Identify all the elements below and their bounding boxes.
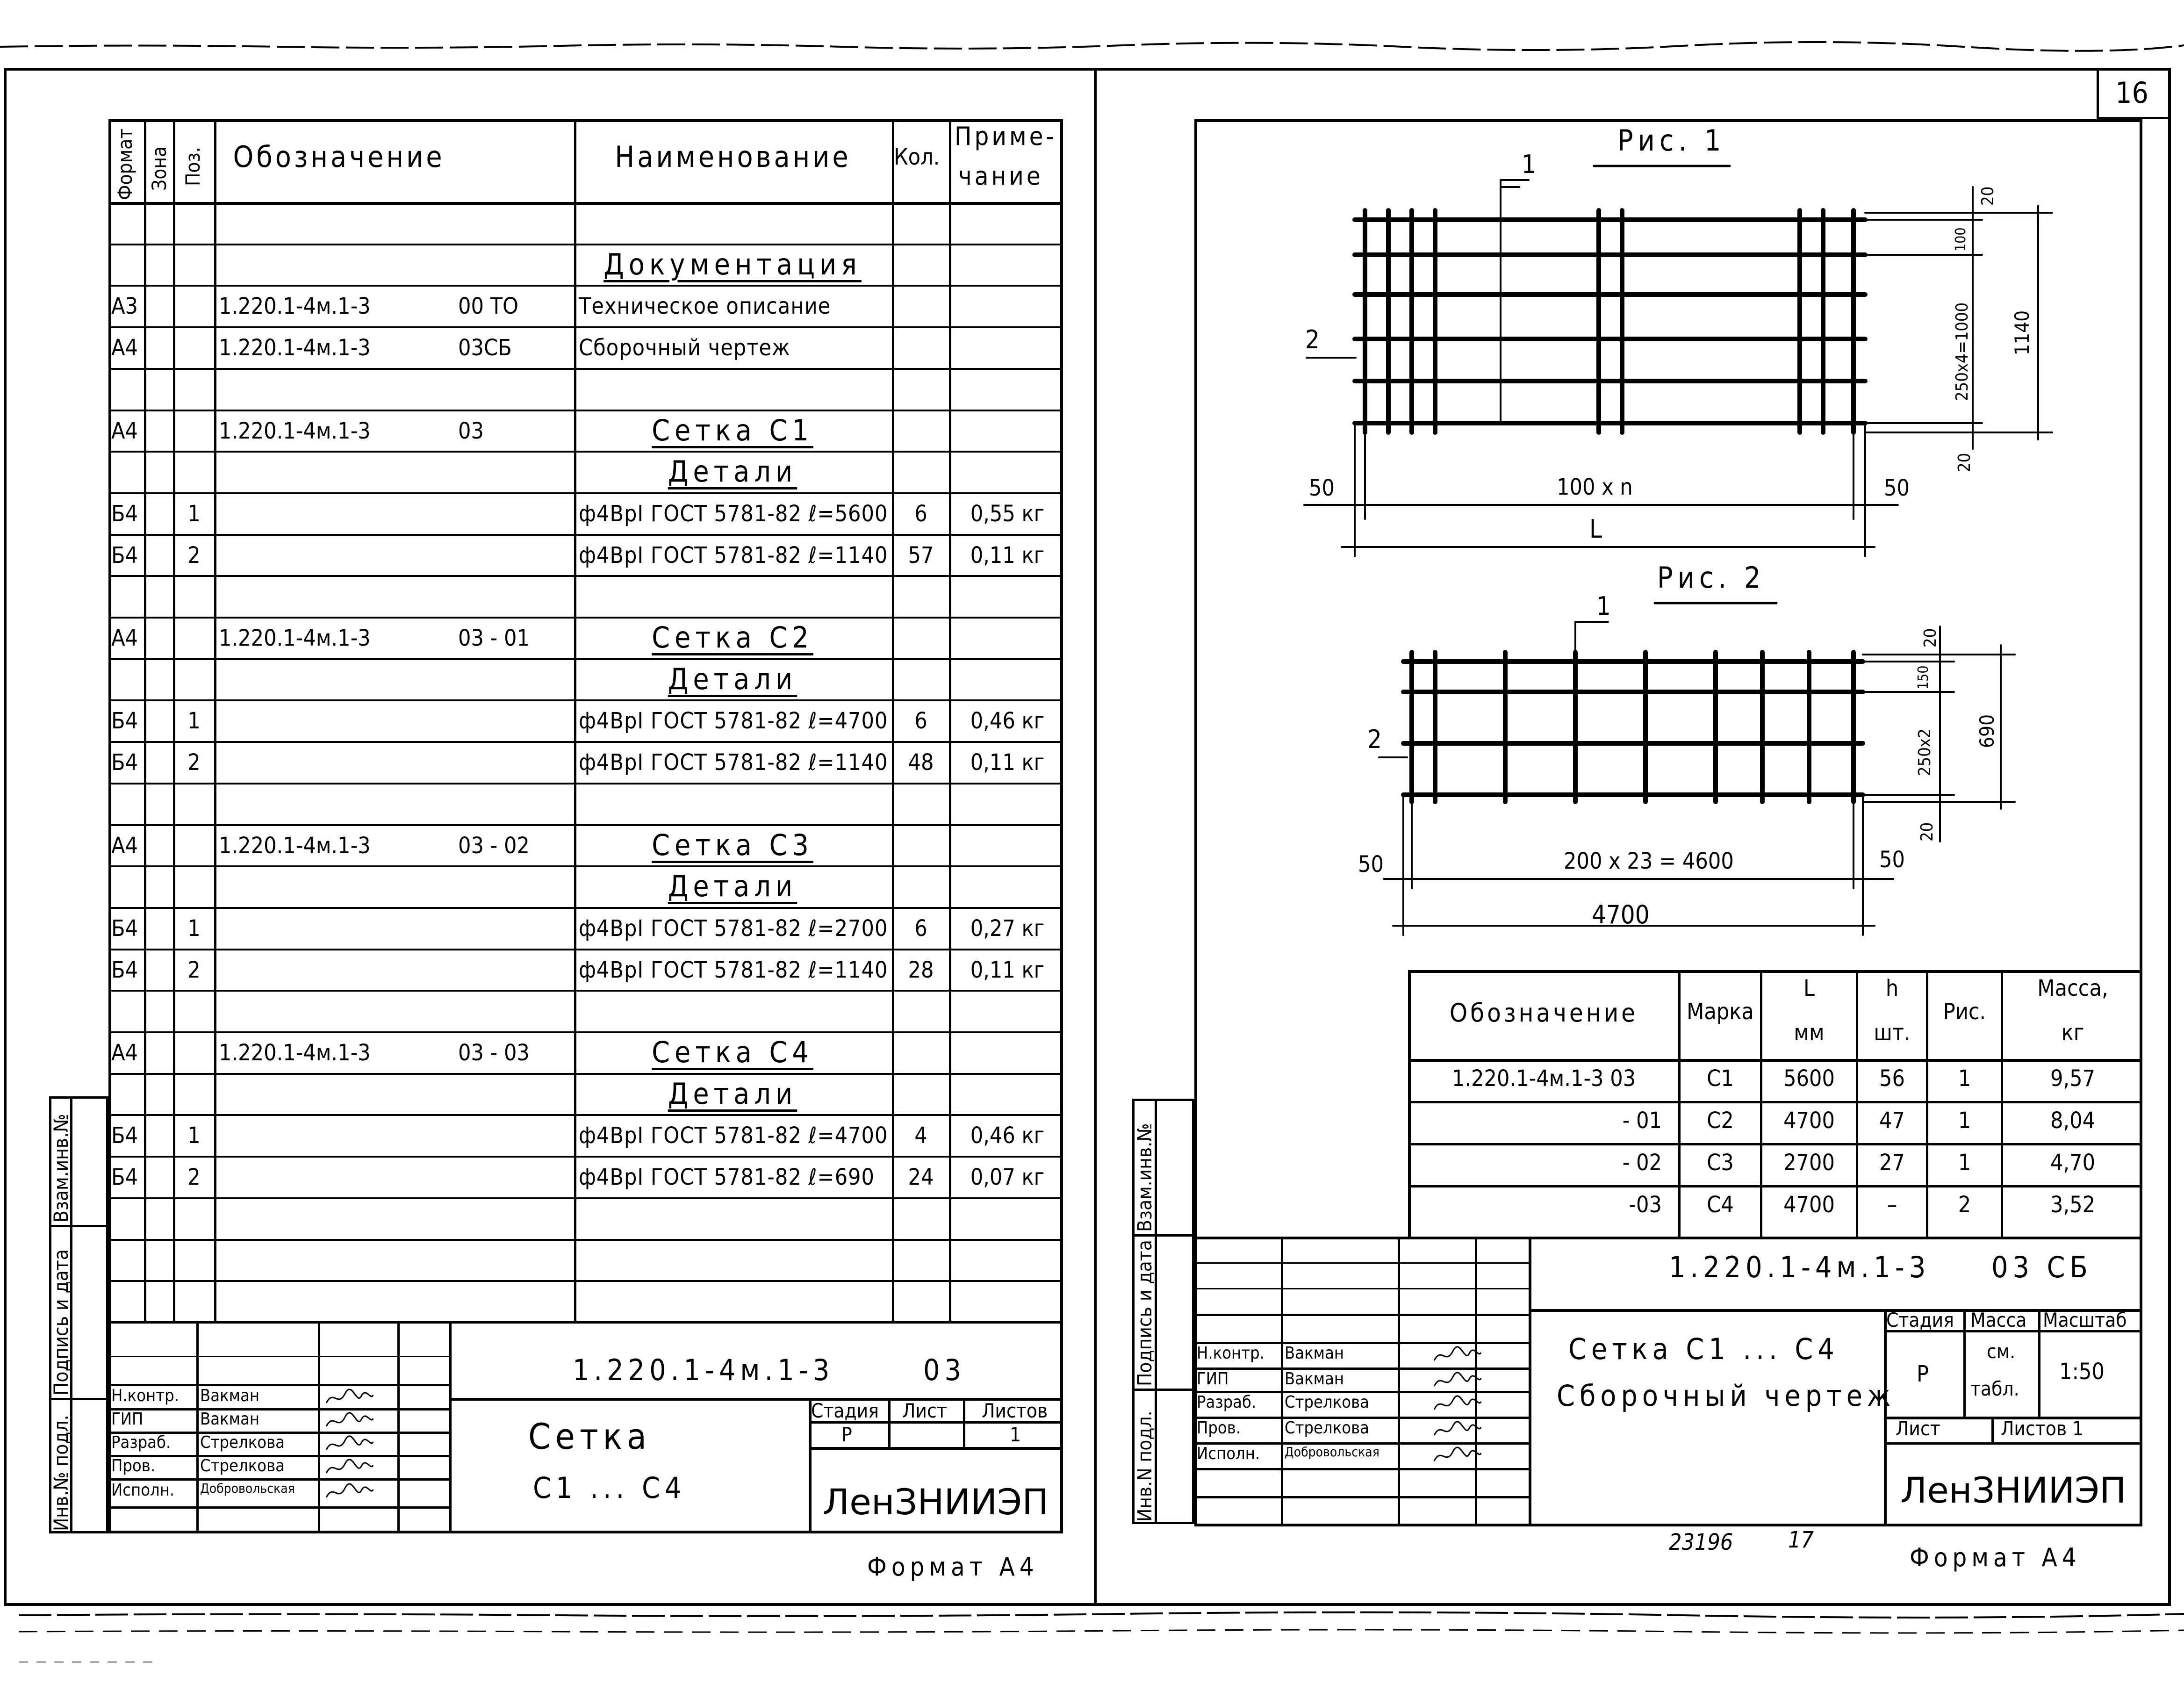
row-name: Документация xyxy=(603,247,862,281)
right-titleblock-line xyxy=(1884,1442,2142,1445)
signature-scribble xyxy=(324,1457,375,1480)
titleblock-line xyxy=(196,1321,199,1533)
row-format: А4 xyxy=(111,335,138,361)
right-org: ЛенЗНИИЭП xyxy=(1900,1469,2127,1511)
left-sheets-label: Листов xyxy=(982,1399,1048,1422)
marks-cell: 47 xyxy=(1879,1108,1905,1134)
row-line xyxy=(108,865,1063,867)
marks-cell: 27 xyxy=(1879,1150,1905,1176)
row-name: Сетка С1 xyxy=(652,413,813,447)
fig2-callout-2: 2 xyxy=(1367,725,1382,754)
marks-cell: -03 xyxy=(1629,1192,1662,1218)
row-note: 0,11 кг xyxy=(970,749,1045,776)
row-code: 03 xyxy=(458,418,484,444)
marks-cell: 4,70 xyxy=(2050,1150,2096,1176)
signer-name: Вакман xyxy=(1285,1344,1344,1363)
marks-header: L xyxy=(1803,975,1815,1001)
marks-cell: 5600 xyxy=(1783,1065,1835,1092)
titleblock-line xyxy=(108,1408,449,1411)
fig2-dim-left: 50 xyxy=(1358,851,1384,878)
row-name: Детали xyxy=(668,1077,797,1111)
side-label-sign-date: Подпись и дата xyxy=(50,1249,72,1396)
row-name: ф4ВрI ГОСТ 5781-82 ℓ=2700 xyxy=(579,915,888,942)
left-doc-suffix: 03 xyxy=(923,1353,966,1387)
left-sheet-label: Лист xyxy=(902,1399,947,1422)
marks-header: Масса, xyxy=(2037,975,2108,1001)
marks-cell: 4700 xyxy=(1783,1192,1835,1218)
row-format: А4 xyxy=(111,418,138,444)
fig2-dim-150: 150 xyxy=(1915,665,1932,690)
signature-scribble xyxy=(1432,1370,1483,1393)
row-format: Б4 xyxy=(111,542,138,569)
row-line xyxy=(108,492,1063,494)
marks-cell: 1 xyxy=(1958,1150,1971,1176)
side-label-inv-orig: Инв.№ подл. xyxy=(50,1415,72,1531)
left-format-label: Формат А4 xyxy=(867,1552,1039,1582)
signer-name: Добровольская xyxy=(200,1481,295,1496)
row-designation: 1.220.1-4м.1-3 xyxy=(219,625,371,651)
row-name: ф4ВрI ГОСТ 5781-82 ℓ=690 xyxy=(579,1164,875,1190)
row-line xyxy=(108,907,1063,909)
marks-cell: С4 xyxy=(1707,1192,1734,1218)
col-line xyxy=(949,119,951,1321)
fig2-dim-span: 200 x 23 = 4600 xyxy=(1564,848,1734,874)
col-header-pos: Поз. xyxy=(181,147,204,186)
row-line xyxy=(108,575,1063,577)
header-line xyxy=(108,202,1063,205)
side-stamp-line xyxy=(49,1225,108,1227)
signer-role: ГИП xyxy=(1197,1369,1229,1389)
col-header-zone: Зона xyxy=(148,146,171,191)
titleblock-line xyxy=(963,1398,965,1447)
right-scale-label: Масштаб xyxy=(2043,1309,2127,1331)
right-titleblock-line xyxy=(1529,1237,1531,1526)
fig1-dim-total: 1140 xyxy=(2011,310,2033,355)
fig1-dim-mid: 250x4=1000 xyxy=(1953,302,1972,401)
left-title-line1: Сетка xyxy=(528,1416,651,1457)
row-format: Б4 xyxy=(111,708,138,734)
signer-role: Н.контр. xyxy=(111,1386,179,1405)
row-code: 00 ТО xyxy=(458,293,518,319)
fig1-callout-1: 1 xyxy=(1522,150,1536,179)
signer-role: ГИП xyxy=(111,1410,144,1429)
signature-scribble xyxy=(1432,1393,1483,1417)
titleblock-line xyxy=(318,1321,320,1533)
right-titleblock-line xyxy=(1194,1288,1529,1289)
side-stamp-line xyxy=(49,1398,108,1400)
row-note: 0,46 кг xyxy=(970,1123,1045,1149)
fig2-dim-mid: 250x2 xyxy=(1915,728,1934,776)
marks-cell: 3,52 xyxy=(2050,1192,2096,1218)
marks-subheader: шт. xyxy=(1874,1020,1911,1046)
row-qty: 24 xyxy=(908,1164,934,1190)
side-label-replace-inv: Взам.инв.№ xyxy=(50,1114,72,1223)
row-pos: 1 xyxy=(187,708,201,734)
row-line xyxy=(108,617,1063,619)
col-header-format: Формат xyxy=(114,128,136,200)
right-title-line2: Сборочный чертеж xyxy=(1557,1379,1896,1413)
marks-cell: С1 xyxy=(1707,1065,1734,1092)
row-name: Сборочный чертеж xyxy=(579,335,790,361)
row-qty: 6 xyxy=(914,708,927,734)
col-line xyxy=(144,119,146,1321)
row-line xyxy=(108,1239,1063,1241)
right-titleblock-line xyxy=(1194,1468,1529,1470)
signer-name: Стрелкова xyxy=(200,1456,285,1475)
row-qty: 6 xyxy=(914,501,927,527)
fig1-dim-L: L xyxy=(1589,514,1602,544)
row-line xyxy=(108,990,1063,992)
row-designation: 1.220.1-4м.1-3 xyxy=(219,833,371,859)
right-titleblock-line xyxy=(1194,1314,1529,1316)
row-designation: 1.220.1-4м.1-3 xyxy=(219,293,371,319)
row-pos: 1 xyxy=(187,915,201,942)
right-stage-label: Стадия xyxy=(1886,1309,1954,1331)
signature-scribble xyxy=(1432,1445,1483,1468)
row-format: Б4 xyxy=(111,501,138,527)
marks-cell: С3 xyxy=(1707,1150,1734,1176)
row-name: ф4ВрI ГОСТ 5781-82 ℓ=5600 xyxy=(579,501,888,527)
marks-cell: С2 xyxy=(1707,1108,1734,1134)
row-note: 0,55 кг xyxy=(970,501,1045,527)
titleblock-line xyxy=(397,1321,400,1533)
col-header-name: Наименование xyxy=(615,140,851,174)
marks-cell: 1 xyxy=(1958,1065,1971,1092)
row-pos: 1 xyxy=(187,1123,201,1149)
sheet-divider xyxy=(1094,68,1097,1606)
right-format-label: Формат А4 xyxy=(1910,1543,2081,1572)
signer-role: Н.контр. xyxy=(1197,1344,1264,1363)
signer-role: Пров. xyxy=(1197,1418,1241,1438)
page-number: 16 xyxy=(2115,76,2148,110)
marks-cell: 2700 xyxy=(1783,1150,1835,1176)
fig1-dim-top: 20 xyxy=(1978,186,1997,206)
row-pos: 2 xyxy=(187,542,201,569)
fig2-dim-bottom: 20 xyxy=(1918,822,1937,842)
signature-scribble xyxy=(1432,1419,1483,1442)
row-line xyxy=(108,1114,1063,1116)
right-mass-value-1: см. xyxy=(1987,1340,2016,1363)
right-doc-suffix: 03 СБ xyxy=(1991,1250,2092,1284)
col-header-note-1: Приме- xyxy=(955,122,1057,151)
row-format: Б4 xyxy=(111,1123,138,1149)
signature-scribble xyxy=(324,1433,375,1457)
row-name: ф4ВрI ГОСТ 5781-82 ℓ=4700 xyxy=(579,708,888,734)
row-name: Техническое описание xyxy=(579,293,831,319)
titleblock-line xyxy=(449,1398,1063,1401)
row-pos: 2 xyxy=(187,957,201,983)
marks-subheader: мм xyxy=(1794,1020,1825,1046)
row-note: 0,27 кг xyxy=(970,915,1045,942)
signer-role: Исполн. xyxy=(1197,1444,1260,1463)
row-line xyxy=(108,699,1063,701)
left-stage-label: Стадия xyxy=(811,1399,879,1422)
row-pos: 1 xyxy=(187,501,201,527)
signer-name: Добровольская xyxy=(1285,1444,1379,1460)
row-name: ф4ВрI ГОСТ 5781-82 ℓ=1140 xyxy=(579,749,888,776)
row-name: ф4ВрI ГОСТ 5781-82 ℓ=1140 xyxy=(579,542,888,569)
marks-cell: 9,57 xyxy=(2050,1065,2096,1092)
row-designation: 1.220.1-4м.1-3 xyxy=(219,418,371,444)
right-sheet-label: Лист xyxy=(1896,1417,1940,1440)
bottom-number-2: 17 xyxy=(1788,1527,1814,1553)
signer-role: Исполн. xyxy=(111,1481,175,1500)
left-org: ЛенЗНИИЭП xyxy=(823,1481,1049,1523)
row-line xyxy=(108,949,1063,950)
right-sheets-label: Листов 1 xyxy=(2001,1417,2084,1440)
row-line xyxy=(108,783,1063,784)
titleblock-top-line xyxy=(108,1321,1063,1324)
row-name: ф4ВрI ГОСТ 5781-82 ℓ=1140 xyxy=(579,957,888,983)
fig2-title: Рис. 2 xyxy=(1657,561,1766,595)
titleblock-line xyxy=(888,1398,891,1447)
right-side-label-replace-inv: Взам.инв.№ xyxy=(1133,1123,1156,1232)
marks-cell: 2 xyxy=(1958,1192,1971,1218)
marks-header: Марка xyxy=(1687,999,1754,1025)
fig2-callout-1: 1 xyxy=(1596,591,1611,621)
marks-table-line xyxy=(1408,1101,2142,1103)
row-format: Б4 xyxy=(111,915,138,942)
right-titleblock-line xyxy=(1398,1237,1400,1526)
signature-scribble xyxy=(324,1410,375,1433)
right-titleblock-line xyxy=(1991,1417,1994,1442)
row-name: Сетка С4 xyxy=(652,1035,813,1069)
marks-cell: 1 xyxy=(1958,1108,1971,1134)
left-sheets-value: 1 xyxy=(1010,1423,1021,1446)
row-line xyxy=(108,410,1063,411)
right-side-label-sign-date: Подпись и дата xyxy=(1133,1240,1156,1386)
row-name: Детали xyxy=(668,662,797,696)
right-side-stamp-line xyxy=(1132,1389,1194,1391)
row-line xyxy=(108,534,1063,536)
row-name: Сетка С3 xyxy=(652,828,813,862)
marks-cell: - 02 xyxy=(1622,1150,1662,1176)
titleblock-line xyxy=(108,1356,449,1357)
marks-table-line xyxy=(1408,1185,2142,1187)
row-qty: 6 xyxy=(914,915,927,942)
row-code: 03 - 03 xyxy=(458,1040,530,1066)
signer-role: Разраб. xyxy=(111,1433,171,1452)
row-format: Б4 xyxy=(111,749,138,776)
row-pos: 2 xyxy=(187,1164,201,1190)
right-titleblock-line xyxy=(2038,1309,2040,1417)
row-format: А4 xyxy=(111,625,138,651)
right-side-label-inv-orig: Инв.N подл. xyxy=(1133,1411,1156,1522)
marks-cell: - 01 xyxy=(1622,1108,1662,1134)
row-name: ф4ВрI ГОСТ 5781-82 ℓ=4700 xyxy=(579,1123,888,1149)
col-header-qty: Кол. xyxy=(894,144,940,170)
row-designation: 1.220.1-4м.1-3 xyxy=(219,1040,371,1066)
fig1-dim-right: 50 xyxy=(1884,475,1910,501)
col-line xyxy=(173,119,175,1321)
row-line xyxy=(108,285,1063,287)
fig1-callout-2: 2 xyxy=(1305,325,1320,354)
row-line xyxy=(108,824,1063,826)
signer-name: Стрелкова xyxy=(200,1433,285,1452)
marks-subheader: кг xyxy=(2061,1020,2084,1046)
fig2-dim-top: 20 xyxy=(1921,628,1940,648)
left-doc-code: 1.220.1-4м.1-3 xyxy=(573,1353,834,1387)
signer-role: Разраб. xyxy=(1197,1393,1257,1412)
row-qty: 48 xyxy=(908,749,934,776)
row-line xyxy=(108,1156,1063,1158)
row-line xyxy=(108,451,1063,453)
marks-header: Рис. xyxy=(1943,999,1986,1025)
marks-header: h xyxy=(1885,975,1899,1001)
row-designation: 1.220.1-4м.1-3 xyxy=(219,335,371,361)
row-line xyxy=(108,1031,1063,1033)
signer-name: Стрелкова xyxy=(1285,1393,1370,1412)
right-side-stamp-line xyxy=(1132,1234,1194,1237)
fig1-dim-left: 50 xyxy=(1309,475,1335,501)
right-titleblock-line xyxy=(1194,1237,2142,1239)
signer-name: Стрелкова xyxy=(1285,1418,1370,1438)
row-code: 03 - 02 xyxy=(458,833,530,859)
right-doc-code: 1.220.1-4м.1-3 xyxy=(1669,1250,1931,1284)
left-stage-value: Р xyxy=(841,1423,852,1446)
left-title-line2: С1 ... С4 xyxy=(533,1471,686,1505)
col-header-note-2: чание xyxy=(958,161,1043,191)
fig1-dim-span: 100 x n xyxy=(1557,474,1633,500)
marks-table-line xyxy=(1408,1143,2142,1145)
row-format: А4 xyxy=(111,833,138,859)
row-pos: 2 xyxy=(187,749,201,776)
row-line xyxy=(108,1280,1063,1282)
row-name: Сетка С2 xyxy=(652,620,813,655)
right-title-line1: Сетка С1 ... С4 xyxy=(1568,1332,1839,1366)
row-name: Детали xyxy=(668,454,797,489)
marks-cell: 1.220.1-4м.1-3 03 xyxy=(1451,1065,1636,1092)
titleblock-line xyxy=(449,1321,452,1533)
signature-scribble xyxy=(1432,1344,1483,1367)
fig2-dim-right: 50 xyxy=(1879,847,1905,873)
fig2-dim-L: 4700 xyxy=(1592,900,1650,929)
signature-scribble xyxy=(324,1481,375,1504)
signer-name: Вакман xyxy=(200,1386,260,1405)
row-line xyxy=(108,658,1063,660)
row-qty: 4 xyxy=(914,1123,927,1149)
col-line xyxy=(574,119,576,1321)
right-mass-label: Масса xyxy=(1970,1309,2027,1331)
titleblock-line xyxy=(809,1447,1063,1450)
row-line xyxy=(108,244,1063,245)
row-line xyxy=(108,368,1063,370)
right-titleblock-line xyxy=(1281,1237,1283,1526)
row-qty: 28 xyxy=(908,957,934,983)
row-line xyxy=(108,326,1063,328)
row-format: А4 xyxy=(111,1040,138,1066)
marks-cell: 4700 xyxy=(1783,1108,1835,1134)
row-line xyxy=(108,741,1063,743)
row-note: 0,11 кг xyxy=(970,957,1045,983)
signature-scribble xyxy=(324,1387,375,1410)
right-titleblock-line xyxy=(1963,1309,1966,1417)
row-note: 0,11 кг xyxy=(970,542,1045,569)
row-note: 0,07 кг xyxy=(970,1164,1045,1190)
bottom-number-1: 23196 xyxy=(1669,1529,1733,1555)
row-note: 0,46 кг xyxy=(970,708,1045,734)
row-qty: 57 xyxy=(908,542,934,569)
titleblock-line xyxy=(108,1506,449,1509)
row-code: 03СБ xyxy=(458,335,512,361)
row-code: 03 - 01 xyxy=(458,625,530,651)
col-header-designation: Обозначение xyxy=(233,140,445,174)
signer-name: Вакман xyxy=(200,1410,260,1429)
row-format: Б4 xyxy=(111,1164,138,1190)
fig1-dim-bottom: 20 xyxy=(1955,453,1974,472)
right-stage-value: Р xyxy=(1917,1361,1929,1387)
right-mass-value-2: табл. xyxy=(1970,1377,2019,1400)
signer-role: Пров. xyxy=(111,1456,156,1475)
marks-cell: – xyxy=(1887,1192,1897,1218)
signer-name: Вакман xyxy=(1285,1369,1344,1389)
right-titleblock-line xyxy=(1194,1262,1529,1264)
marks-header: Обозначение xyxy=(1449,998,1638,1028)
marks-table-line xyxy=(1408,1059,2142,1062)
row-format: Б4 xyxy=(111,957,138,983)
row-name: Детали xyxy=(668,869,797,903)
row-line xyxy=(108,1197,1063,1199)
fig2-dim-total: 690 xyxy=(1976,714,1998,748)
row-format: А3 xyxy=(111,293,138,319)
marks-cell: 8,04 xyxy=(2050,1108,2096,1134)
row-line xyxy=(108,1073,1063,1075)
fig1-title: Рис. 1 xyxy=(1617,123,1726,158)
right-scale-value: 1:50 xyxy=(2059,1359,2105,1385)
right-titleblock-line xyxy=(1194,1496,1529,1498)
marks-cell: 56 xyxy=(1879,1065,1905,1092)
fig1-dim-100: 100 xyxy=(1953,227,1969,252)
col-line xyxy=(214,119,216,1321)
